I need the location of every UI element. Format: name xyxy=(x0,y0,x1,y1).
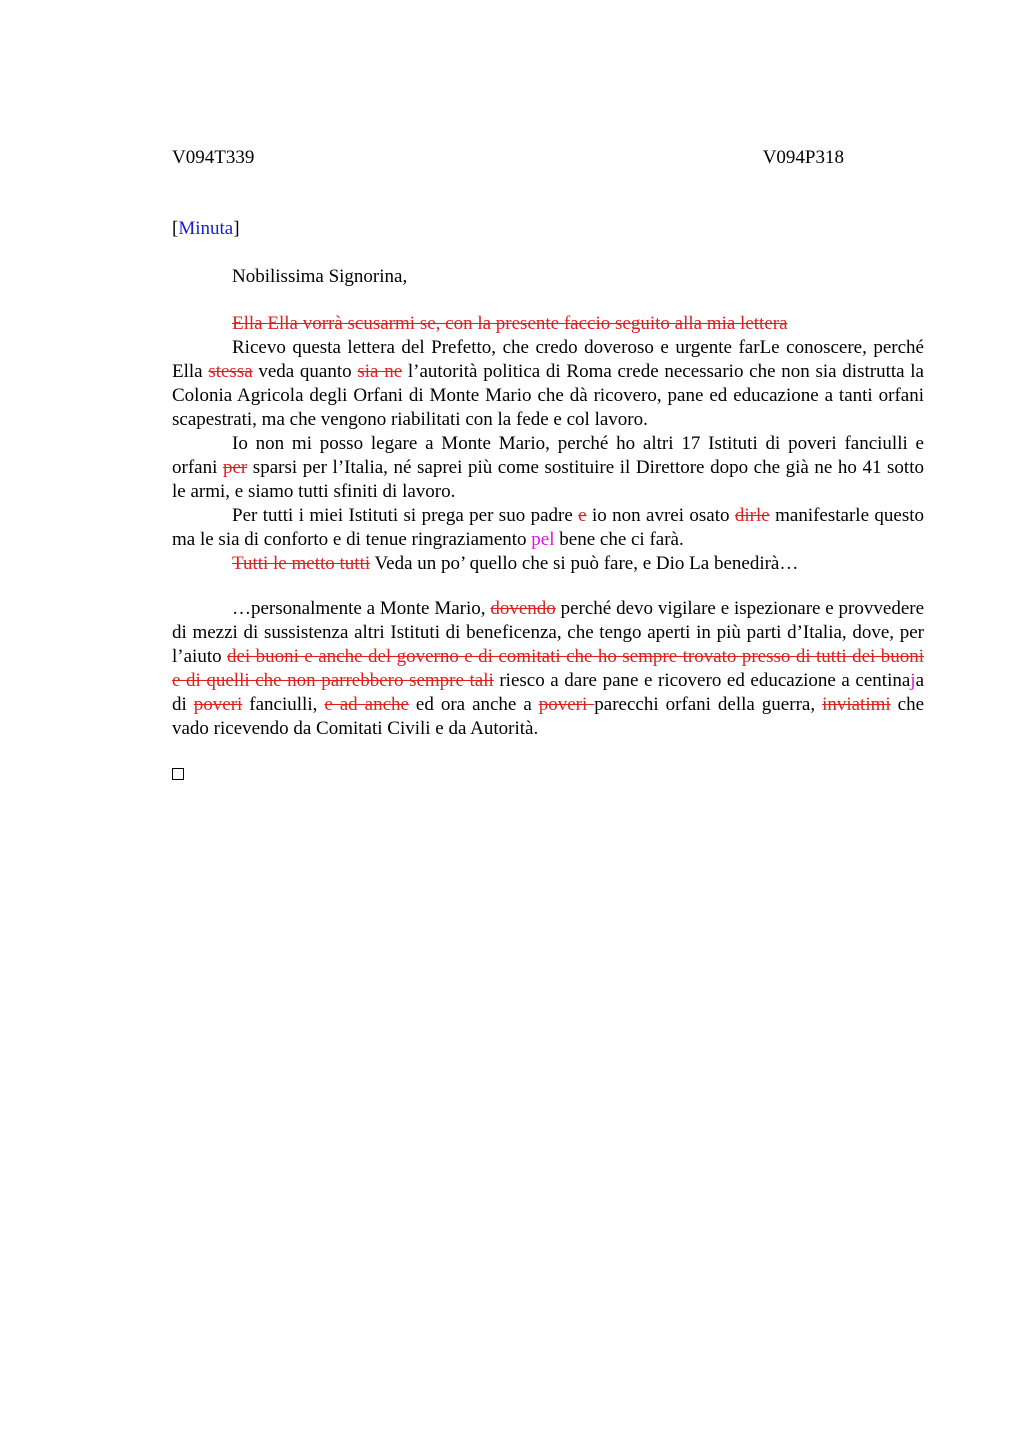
paragraph-1 xyxy=(172,336,924,432)
text-run: Ricevo questa lettera del Prefetto, che credo doveroso e urgente farLe conoscere, perché Ella xyxy=(172,337,924,382)
minuta-label: Minuta xyxy=(178,218,234,239)
text-run: manifestarle questo ma le sia di conforto e di tenue ringraziamento xyxy=(172,505,924,550)
paragraph-4 xyxy=(172,552,924,576)
letter-body xyxy=(172,312,924,576)
text-run: parecchi orfani della guerra, xyxy=(594,694,823,715)
text-run: fanciulli, xyxy=(242,694,325,715)
header-row xyxy=(172,146,844,170)
bracket-open: [ xyxy=(172,218,179,239)
deleted-text: poveri xyxy=(538,694,595,715)
text-run: sparsi per l’Italia, né saprei più come sostituire il Direttore dopo che già ne ho 41 sotto le armi, e siamo tutti sfiniti di lavoro. xyxy=(172,457,924,502)
deleted-text: e xyxy=(578,505,587,526)
text-run: riesco a dare pane e ricovero ed educazione a centina xyxy=(493,670,911,691)
minuta-tag xyxy=(172,217,240,241)
text-run: a di xyxy=(172,670,924,715)
deleted-text: dirle xyxy=(734,505,770,526)
document-code-left: V094T339 xyxy=(172,147,255,168)
paragraph-2 xyxy=(172,432,924,504)
paragraph-0 xyxy=(172,312,924,336)
deleted-text: Ella Ella vorrà scusarmi se, con la presente faccio seguito alla mia lettera xyxy=(232,313,788,334)
text-run: Io non mi posso legare a Monte Mario, perché ho altri 17 Istituti di poveri fanciulli e orfani xyxy=(172,433,924,478)
text-run: Per tutti i miei Istituti si prega per suo padre xyxy=(232,505,579,526)
deleted-text: sia ne xyxy=(357,361,403,382)
text-run: veda quanto xyxy=(252,361,358,382)
deleted-text: poveri xyxy=(193,694,243,715)
letter-fragment xyxy=(172,597,924,741)
paragraph-5 xyxy=(172,597,924,741)
inserted-text: j xyxy=(910,670,916,691)
salutation: Nobilissima Signorina, xyxy=(232,266,408,287)
text-run: perché devo vigilare e ispezionare e provvedere di mezzi di sussistenza altri Istituti di beneficenza, che tengo aperti in più parti d’Italia, dove, per l’aiuto xyxy=(172,598,925,667)
paragraph-3 xyxy=(172,504,924,552)
deleted-text: inviatimi xyxy=(822,694,891,715)
text-run: ed ora anche a xyxy=(408,694,539,715)
text-run: Veda un po’ quello che si può fare, e Dio La benedirà… xyxy=(370,553,799,574)
deleted-text: Tutti le metto tutti xyxy=(232,553,371,574)
deleted-text: per xyxy=(222,457,248,478)
document-code-right: V094P318 xyxy=(762,147,844,168)
bracket-close: ] xyxy=(233,218,240,239)
deleted-text: dei buoni e anche del governo e di comitati che ho sempre trovato presso di tutti dei buoni e di quelli che non parrebbero sempre tali xyxy=(172,646,924,691)
end-marker-box xyxy=(172,768,184,780)
text-run: io non avrei osato xyxy=(586,505,735,526)
text-run: bene che ci farà. xyxy=(554,529,684,550)
deleted-text: stessa xyxy=(208,361,253,382)
text-run: l’autorità politica di Roma crede necessario che non sia distrutta la Colonia Agricola degli Orfani di Monte Mario che dà ricovero, pane ed educazione a tanti orfani scapestrati, ma che vengono riabilitati con la fede e col lavoro. xyxy=(172,361,924,430)
text-run: …personalmente a Monte Mario, xyxy=(232,598,491,619)
text-run: che vado ricevendo da Comitati Civili e da Autorità. xyxy=(172,694,925,739)
inserted-text: pel xyxy=(531,529,555,550)
deleted-text: dovendo xyxy=(490,598,556,619)
deleted-text: e ad anche xyxy=(324,694,409,715)
